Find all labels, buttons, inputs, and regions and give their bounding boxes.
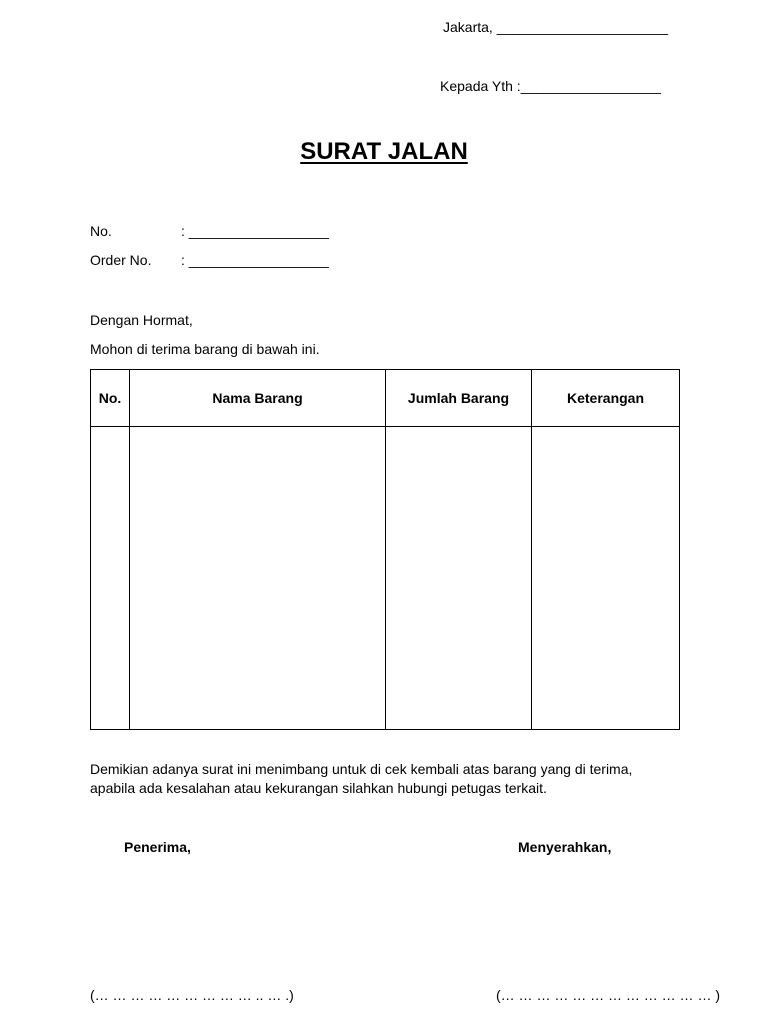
table-cell-jumlah-barang (386, 427, 532, 730)
page-title: SURAT JALAN (300, 138, 468, 165)
order-no-label: Order No. (90, 252, 152, 268)
sender-signature-line: (… … … … … … … … … … … … ) (496, 987, 720, 1003)
intro-line: Mohon di terima barang di bawah ini. (90, 341, 320, 357)
column-header-keterangan: Keterangan (532, 370, 680, 427)
column-header-no: No. (91, 370, 130, 427)
receiver-signature-line: (… … … … … … … … … .. … .) (90, 987, 294, 1003)
recipient-field: Kepada Yth :__________________ (440, 78, 661, 94)
closing-line-1: Demikian adanya surat ini menimbang untuk di cek kembali atas barang yang di terima, (90, 761, 633, 777)
no-value-field: : __________________ (181, 223, 329, 239)
sender-label: Menyerahkan, (518, 839, 612, 855)
closing-line-2: apabila ada kesalahan atau kekurangan silahkan hubungi petugas terkait. (90, 780, 547, 796)
table-row (91, 427, 680, 730)
column-header-nama-barang: Nama Barang (130, 370, 386, 427)
table-cell-no (91, 427, 130, 730)
greeting: Dengan Hormat, (90, 312, 193, 328)
column-header-jumlah-barang: Jumlah Barang (386, 370, 532, 427)
table-cell-nama-barang (130, 427, 386, 730)
order-no-value-field: : __________________ (181, 252, 329, 268)
table-header-row (91, 370, 680, 427)
table-cell-keterangan (532, 427, 680, 730)
receiver-label: Penerima, (124, 839, 191, 855)
no-label: No. (90, 223, 112, 239)
items-table (90, 369, 680, 730)
place-date-field: Jakarta, ______________________ (443, 19, 668, 35)
